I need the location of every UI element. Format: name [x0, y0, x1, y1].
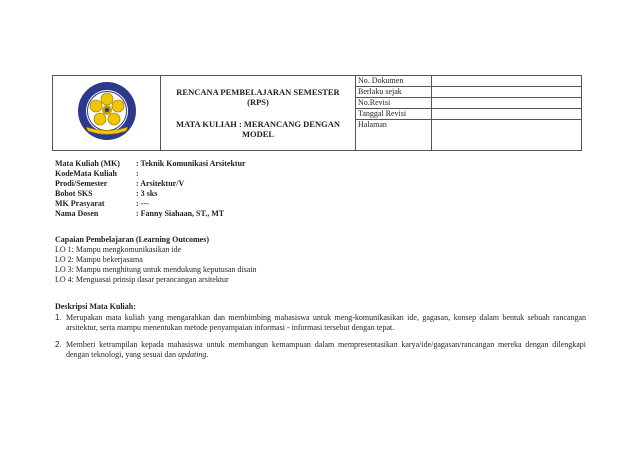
learning-outcome-item: LO 1: Mampu mengkomunikasikan ide [55, 245, 182, 254]
course-title-cont: MODEL [241, 129, 275, 139]
course-info-row [55, 169, 246, 179]
course-info-label: Bobot SKS [55, 189, 93, 198]
course-info-label: MK Prasyarat [55, 199, 105, 208]
course-info-row [55, 179, 246, 189]
description-item-text: Merupakan mata kuliah yang mengarahkan dan membimbing mahasiswa untuk meng-komunikasikan ide, gagasan, konsep dalam bentuk sebuah rancangan arsitektur, serta mampu menentukan metode penyampaian informasi - informasi tersebut dengan tepat. [66, 313, 586, 332]
course-info [55, 159, 246, 219]
course-info-row [55, 189, 246, 199]
description-item [55, 340, 586, 360]
course-description-list [55, 313, 586, 360]
revision-number-value [432, 98, 582, 109]
learning-outcome-item: LO 4: Menguasai prinsip dasar perancangan arsitektur [55, 275, 229, 284]
page-label: Halaman [356, 120, 432, 151]
course-info-label: Prodi/Semester [55, 179, 108, 188]
description-item-text-italic: updating. [177, 350, 209, 359]
page-value [432, 120, 582, 151]
course-info-row [55, 159, 246, 169]
learning-outcome-item: LO 3: Mampu menghitung untuk mendukung keputusan disain [55, 265, 257, 274]
description-item-text-main: Memberi ketrampilan kepada mahasiswa untuk membangun kemampuan dalam mempresentasikan karya/ide/gagasan/rancangan mereka dengan dilengkapi dengan teknologi, yang sesuai dan [66, 340, 586, 359]
course-title: MATA KULIAH : MERANCANG DENGAN [175, 119, 340, 129]
document-header-table [52, 75, 582, 151]
course-info-value: : --- [136, 199, 149, 208]
course-info-row [55, 209, 246, 219]
learning-outcomes-heading: Capaian Pembelajaran (Learning Outcomes) [55, 235, 209, 244]
document-title: RENCANA PEMBELAJARAN SEMESTER [176, 87, 340, 97]
course-info-value: : Arsitektur/V [136, 179, 185, 188]
document-title-abbrev: (RPS) [247, 97, 269, 107]
university-seal-icon [76, 80, 138, 142]
valid-since-value [432, 87, 582, 98]
revision-date-value [432, 109, 582, 120]
document-title-cell [161, 76, 356, 151]
description-item-number: 2. [55, 340, 62, 349]
description-item-text [66, 340, 586, 360]
course-info-value: : 3 sks [136, 189, 158, 198]
learning-outcome-item: LO 2: Mampu bekerjasama [55, 255, 143, 264]
course-info-value: : Fanny Siahaan, ST., MT [136, 209, 225, 218]
logo-cell [53, 76, 161, 151]
course-description-heading: Deskripsi Mata Kuliah: [55, 302, 136, 311]
learning-outcomes-list [55, 245, 257, 285]
course-info-label: Mata Kuliah (MK) [55, 159, 120, 168]
description-item-number: 1. [55, 313, 62, 322]
course-info-value: : [136, 169, 139, 178]
course-info-value: : Teknik Komunikasi Arsitektur [136, 159, 246, 168]
doc-number-label: No. Dokumen [356, 76, 432, 87]
course-info-row [55, 199, 246, 209]
revision-number-label: No.Revisi [356, 98, 432, 109]
course-info-label: Nama Dosen [55, 209, 99, 218]
revision-date-label: Tanggal Revisi [356, 109, 432, 120]
course-info-label: KodeMata Kuliah [55, 169, 118, 178]
doc-number-value [432, 76, 582, 87]
description-item [55, 313, 586, 333]
valid-since-label: Berlaku sejak [356, 87, 432, 98]
